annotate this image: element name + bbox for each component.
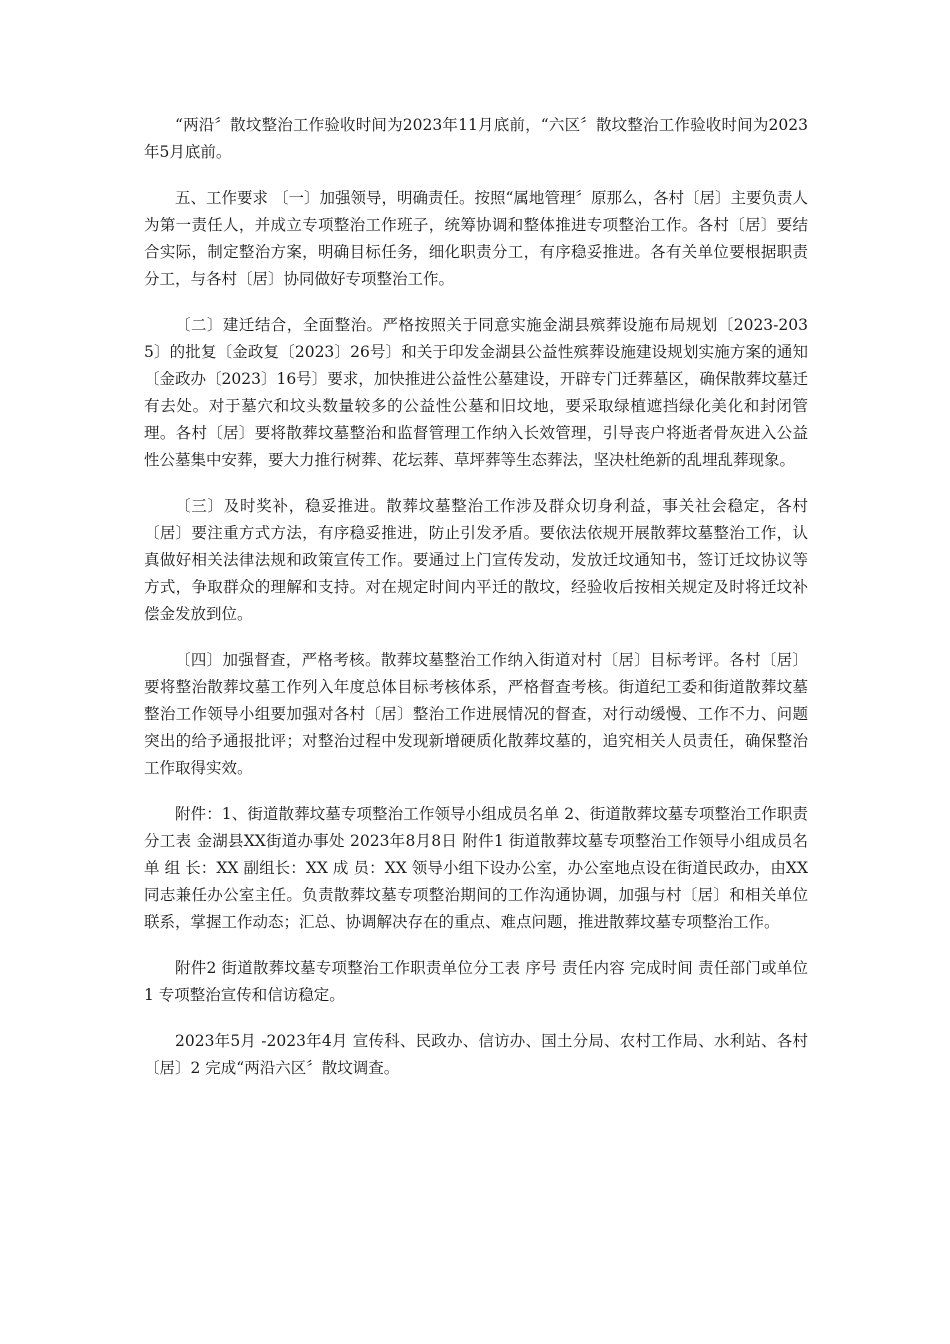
- paragraph-attachment-2: 附件2 街道散葬坟墓专项整治工作职责单位分工表 序号 责任内容 完成时间 责任部门或单位 1 专项整治宣传和信访稳定。: [144, 959, 808, 1004]
- paragraph-acceptance-time: “两沿〞散坟整治工作验收时间为2023年11月底前，“六区〞散坟整治工作验收时间为2023年5月底前。: [144, 116, 808, 161]
- paragraph-attachment-1: 附件：1、街道散葬坟墓专项整治工作领导小组成员名单 2、街道散葬坟墓专项整治工作职责分工表 金湖县XX街道办事处 2023年8月8日 附件1 街道散葬坟墓专项整治工作领导小组成员名单 组 长：XX 副组长：XX 成 员：XX 领导小组下设办公室，办公室地点设在街道民政办，由XX同志兼任办公室主任。负责散葬坟墓专项整治期间的工作沟通协调，加强与村〔居〕和相关单位联系，掌握工作动态；汇总、协调解决存在的重点、难点问题，推进散葬坟墓专项整治工作。: [144, 805, 808, 931]
- paragraph-timely-subsidy: 〔三〕及时奖补，稳妥推进。散葬坟墓整治工作涉及群众切身利益，事关社会稳定，各村〔居〕要注重方式方法，有序稳妥推进，防止引发矛盾。要依法依规开展散葬坟墓整治工作，认真做好相关法律法规和政策宣传工作。要通过上门宣传发动，发放迁坟通知书，签订迁坟协议等方式，争取群众的理解和支持。对在规定时间内平迁的散坟，经验收后按相关规定及时将迁坟补偿金发放到位。: [144, 497, 808, 623]
- paragraph-work-requirements-leadership: 五、工作要求 〔一〕加强领导，明确责任。按照“属地管理〞原那么，各村〔居〕主要负责人为第一责任人，并成立专项整治工作班子，统筹协调和整体推进专项整治工作。各村〔居〕要结合实际，制定整治方案，明确目标任务，细化职责分工，有序稳妥推进。各有关单位要根据职责分工，与各村〔居〕协同做好专项整治工作。: [144, 189, 808, 288]
- paragraph-supervision-assessment: 〔四〕加强督查，严格考核。散葬坟墓整治工作纳入街道对村〔居〕目标考评。各村〔居〕要将整治散葬坟墓工作列入年度总体目标考核体系，严格督查考核。街道纪工委和街道散葬坟墓整治工作领导小组要加强对各村〔居〕整治工作进展情况的督查，对行动缓慢、工作不力、问题突出的给予通报批评；对整治过程中发现新增硬质化散葬坟墓的，追究相关人员责任，确保整治工作取得实效。: [144, 651, 808, 777]
- paragraph-schedule-row: 2023年5月 -2023年4月 宣传科、民政办、信访办、国土分局、农村工作局、水利站、各村〔居〕2 完成“两沿六区〞散坟调查。: [144, 1032, 808, 1077]
- document-body: [144, 112, 808, 1101]
- paragraph-relocation-rectification: 〔二〕建迁结合，全面整治。严格按照关于同意实施金湖县殡葬设施布局规划〔2023-2035〕的批复〔金政复〔2023〕26号〕和关于印发金湖县公益性殡葬设施建设规划实施方案的通知〔金政办〔2023〕16号〕要求，加快推进公益性公墓建设，开辟专门迁葬墓区，确保散葬坟墓迁有去处。对于墓穴和坟头数量较多的公益性公墓和旧坟地，要采取绿植遮挡绿化美化和封闭管理。各村〔居〕要将散葬坟墓整治和监督管理工作纳入长效管理，引导丧户将逝者骨灰进入公益性公墓集中安葬，要大力推行树葬、花坛葬、草坪葬等生态葬法，坚决杜绝新的乱埋乱葬现象。: [144, 316, 808, 469]
